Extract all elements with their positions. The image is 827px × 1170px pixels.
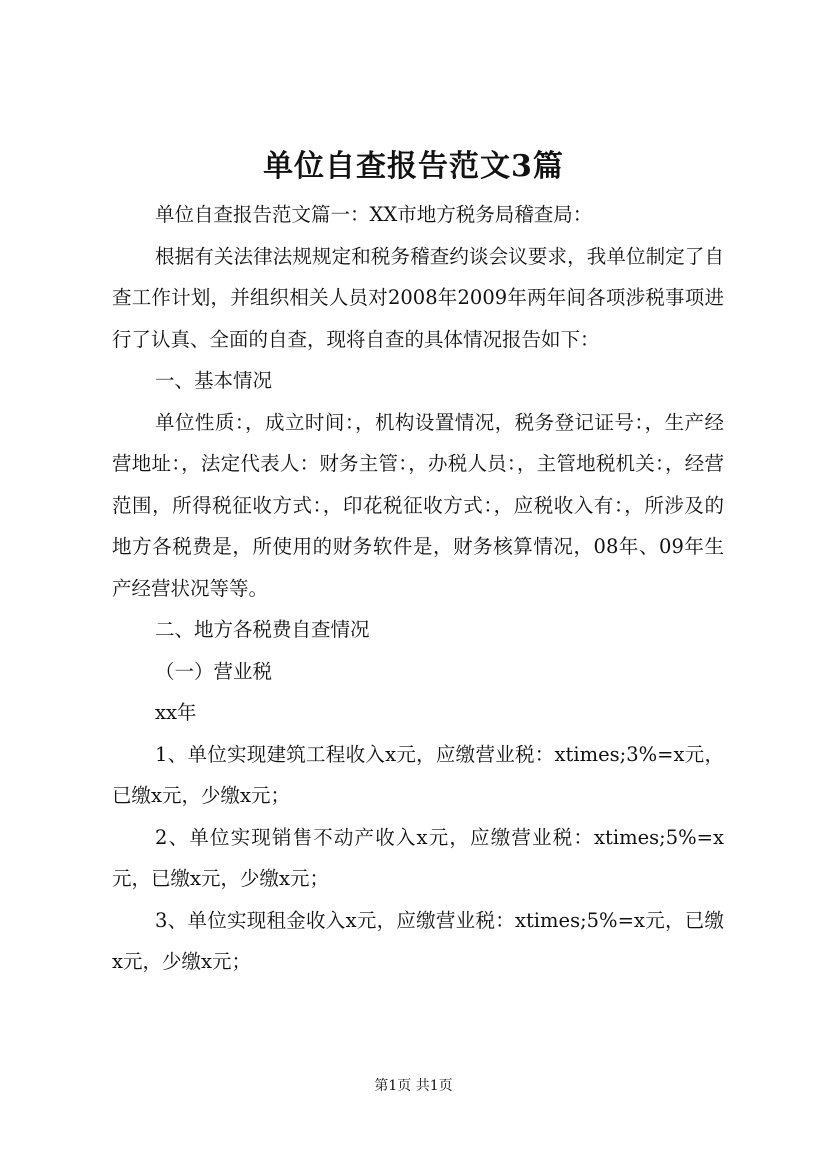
subsection-heading-business-tax: （一）营业税 [155, 659, 273, 683]
paragraph-year: xx年 [155, 701, 197, 724]
paragraph-intro: 根据有关法律法规规定和税务稽查约谈会议要求，我单位制定了自查工作计划，并组织相关人员对2008年2009年两年间各项涉税事项进行了认真、全面的自查，现将自查的具体情况报告如下： [112, 244, 724, 351]
section-heading-tax-check: 二、地方各税费自查情况 [155, 618, 370, 641]
list-item-rent-income: 3、单位实现租金收入x元，应缴营业税：xtimes;5%=x元，已缴x元，少缴x元； [112, 908, 724, 973]
paragraph-basic-info: 单位性质：，成立时间：，机构设置情况，税务登记证号：，生产经营地址：，法定代表人：财务主管：，办税人员：，主管地税机关：，经营范围，所得税征收方式：，印花税征收方式：，应税收入有：，所涉及的地方各税费是，所使用的财务软件是，财务核算情况，08年、09年生产经营状况等等。 [112, 410, 724, 600]
section-heading-basic-info: 一、基本情况 [155, 369, 273, 392]
document-body [112, 194, 724, 983]
paragraph-salutation: 单位自查报告范文篇一：XX市地方税务局稽查局： [155, 203, 593, 226]
list-item-real-estate-income: 2、单位实现销售不动产收入x元，应缴营业税：xtimes;5%=x元，已缴x元，少缴x元； [112, 825, 724, 890]
list-item-construction-income: 1、单位实现建筑工程收入x元，应缴营业税：xtimes;3%=x元，已缴x元，少缴x元； [112, 742, 724, 807]
document-title: 单位自查报告范文3篇 [263, 149, 564, 184]
page-footer: 第1页 共1页 [374, 1078, 453, 1094]
